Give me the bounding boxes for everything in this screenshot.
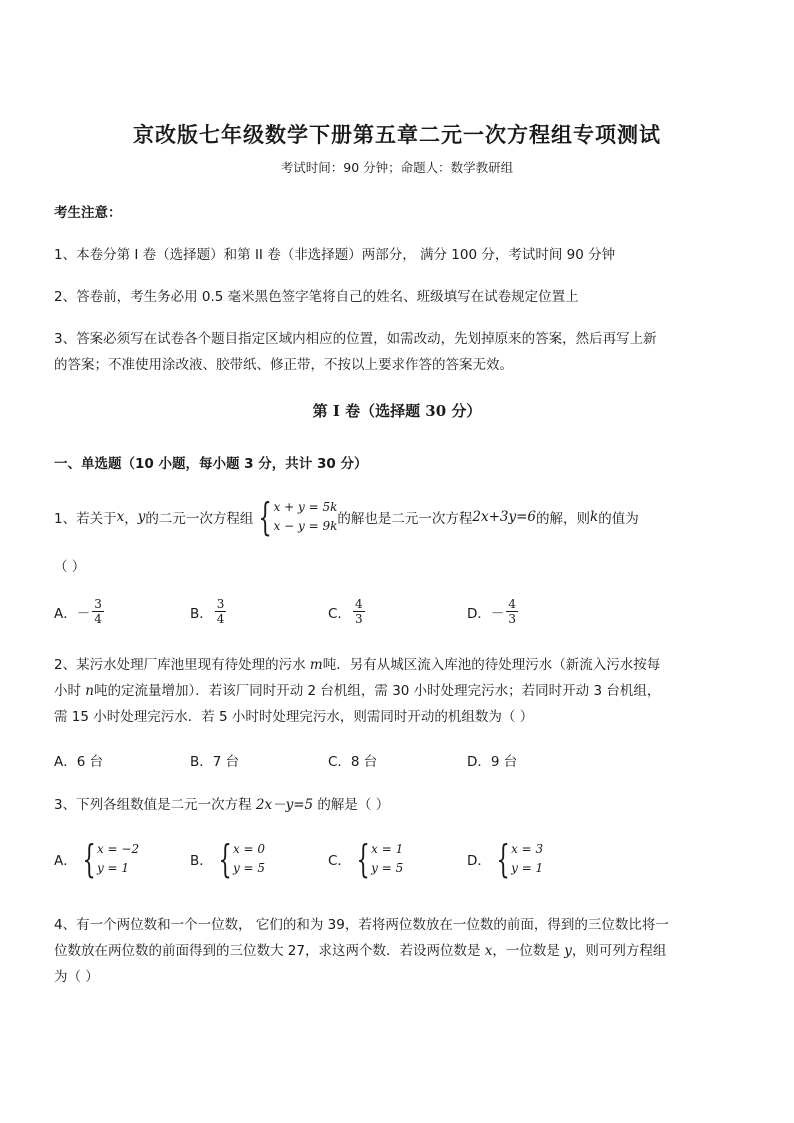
q4-var-y: y <box>564 943 572 959</box>
q1-text-pre: 1、若关于 <box>54 511 117 527</box>
q3-option-b-brace: { <box>218 837 232 881</box>
q1-text-post-2: 的解，则 <box>536 511 591 527</box>
q2-var-m: m <box>309 657 323 673</box>
q4-line-1: 4、有一个两位数和一个一位数， 它们的和为 39，若将两位数放在一位数的前面，得到的三位数比将一 <box>54 917 669 933</box>
q3-option-a-system <box>77 837 140 881</box>
q1-text-mid: 的二元一次方程组 <box>145 511 254 527</box>
q4-line-2-c: ，则可列方程组 <box>571 943 667 959</box>
q1-option-d-label: D． <box>467 605 491 622</box>
section-title: 第 I 卷（选择题 30 分） <box>312 402 482 420</box>
q3-text-post: 的解是（ ） <box>313 797 390 813</box>
q3-option-a-line-2: y = 1 <box>96 861 130 875</box>
q1-option-b-denominator: 4 <box>216 612 225 626</box>
q3-option-c[interactable] <box>328 837 404 881</box>
q1-option-b[interactable] <box>190 597 228 626</box>
q1-option-b-numerator: 3 <box>216 597 225 611</box>
q1-system-line-1: x + y = 5k <box>273 500 338 514</box>
q3-equation: 2x－y=5 <box>255 797 314 813</box>
q2-line-1 <box>54 653 660 673</box>
q4-line-2 <box>54 939 666 959</box>
q1-option-d-numerator: 4 <box>508 597 517 611</box>
q3-option-b[interactable] <box>190 837 266 881</box>
q3-option-d-line-1: x = 3 <box>511 842 544 856</box>
q1-option-b-label: B． <box>190 605 213 622</box>
q3-option-c-line-1: x = 1 <box>371 842 404 856</box>
q3-option-b-line-1: x = 0 <box>232 842 266 856</box>
q1-option-c[interactable] <box>328 597 367 626</box>
q3-option-b-label: B． <box>190 853 213 869</box>
q3-text-pre: 3、下列各组数值是二元一次方程 <box>54 797 256 813</box>
q1-option-b-fraction <box>215 597 227 626</box>
q3-option-d-brace: { <box>496 837 510 881</box>
notice-item-3-line-1: 3、答案必须写在试卷各个题目指定区域内相应的位置，如需改动，先划掉原来的答案，然后再写上新 <box>54 331 657 347</box>
q4-line-3: 为（ ） <box>54 969 99 985</box>
q1-text-post-1: 的解也是二元一次方程 <box>337 511 473 527</box>
exam-subtitle: 考试时间：90 分钟；命题人：数学教研组 <box>280 160 514 175</box>
q2-line-3: 需 15 小时处理完污水．若 5 小时时处理完污水，则需同时开动的机组数为（ ） <box>54 709 534 725</box>
q4-var-x: x <box>484 943 493 959</box>
q3-option-c-label: C． <box>328 853 351 869</box>
q1-option-d-denominator: 3 <box>508 612 517 626</box>
q2-option-d[interactable]: D．9 台 <box>467 754 518 770</box>
exam-title: 京改版七年级数学下册第五章二元一次方程组专项测试 <box>133 122 661 147</box>
q1-option-c-denominator: 3 <box>354 612 363 626</box>
q1-equation-system <box>253 495 338 539</box>
q3-option-c-line-2: y = 5 <box>371 861 404 875</box>
q3-option-d[interactable] <box>467 837 544 881</box>
q3-option-d-line-2: y = 1 <box>511 861 544 875</box>
q1-option-c-fraction <box>353 597 365 626</box>
q1-option-d[interactable] <box>467 597 520 626</box>
q2-option-c[interactable]: C．8 台 <box>328 754 378 770</box>
q3-option-a-label: A． <box>54 853 77 869</box>
q3-option-d-label: D． <box>467 853 491 869</box>
notice-item-3-line-2: 的答案；不准使用涂改液、胶带纸、修正带，不按以上要求作答的答案无效。 <box>54 357 513 373</box>
q1-var-x: x <box>116 509 125 525</box>
q3-option-a-brace: { <box>82 837 96 881</box>
q1-brace-symbol: { <box>258 495 273 539</box>
q1-var-k: k <box>590 509 599 525</box>
q2-var-n: n <box>85 683 94 699</box>
q1-option-a-denominator: 4 <box>94 612 102 626</box>
notice-item-1: 1、本卷分第 I 卷（选择题）和第 II 卷（非选择题）两部分， 满分 100 分，考试时间 90 分钟 <box>54 247 616 263</box>
q2-line-2-b: 吨的定流量增加）．若该厂同时开动 2 台机组，需 30 小时处理完污水；若同时开动 3 台机组， <box>94 683 661 699</box>
q2-option-a[interactable]: A．6 台 <box>54 754 104 770</box>
q2-line-1-b: 吨．另有从城区流入库池的待处理污水（新流入污水按每 <box>322 657 661 673</box>
q1-option-d-fraction <box>506 597 518 626</box>
q3-option-b-system <box>213 837 266 881</box>
q4-line-2-a: 位数放在两位数的前面得到的三位数大 27，求这两个数．若设两位数是 <box>54 943 485 959</box>
question-3 <box>54 793 389 813</box>
q1-option-a[interactable] <box>54 597 106 626</box>
q1-option-d-sign: － <box>490 605 505 622</box>
q1-option-c-numerator: 4 <box>354 597 363 611</box>
notice-item-2: 2、答卷前，考生务必用 0.5 毫米黑色签字笔将自己的姓名、班级填写在试卷规定位置上 <box>54 289 579 305</box>
q4-line-2-b: ，一位数是 <box>492 943 565 959</box>
q1-option-a-numerator: 3 <box>94 597 102 611</box>
q3-option-b-line-2: y = 5 <box>232 861 266 875</box>
q2-line-2 <box>54 679 660 699</box>
question-1 <box>54 495 639 539</box>
q3-option-c-brace: { <box>356 837 370 881</box>
q1-option-a-sign: － <box>76 605 91 622</box>
q1-comma: ， <box>124 511 138 527</box>
q1-var-y: y <box>137 509 146 525</box>
part-heading: 一、单选题（10 小题，每小题 3 分，共计 30 分） <box>54 456 368 472</box>
q3-option-a-line-1: x = −2 <box>96 842 140 856</box>
q1-answer-paren: （ ） <box>54 559 86 575</box>
q2-option-b[interactable]: B．7 台 <box>190 754 240 770</box>
notice-heading: 考生注意： <box>54 205 122 221</box>
q1-option-c-label: C． <box>328 605 351 622</box>
q2-line-2-a: 小时 <box>54 683 86 699</box>
q3-option-d-system <box>491 837 544 881</box>
q1-option-a-fraction <box>92 597 104 626</box>
q1-option-a-label: A． <box>54 605 77 622</box>
q1-system-line-2: x − y = 9k <box>273 519 338 533</box>
q3-option-a[interactable] <box>54 837 140 881</box>
q3-option-c-system <box>351 837 404 881</box>
q2-line-1-a: 2、某污水处理厂库池里现有待处理的污水 <box>54 657 310 673</box>
q1-text-post-3: 的值为 <box>598 511 639 527</box>
q1-equation: 2x+3y=6 <box>472 509 537 525</box>
